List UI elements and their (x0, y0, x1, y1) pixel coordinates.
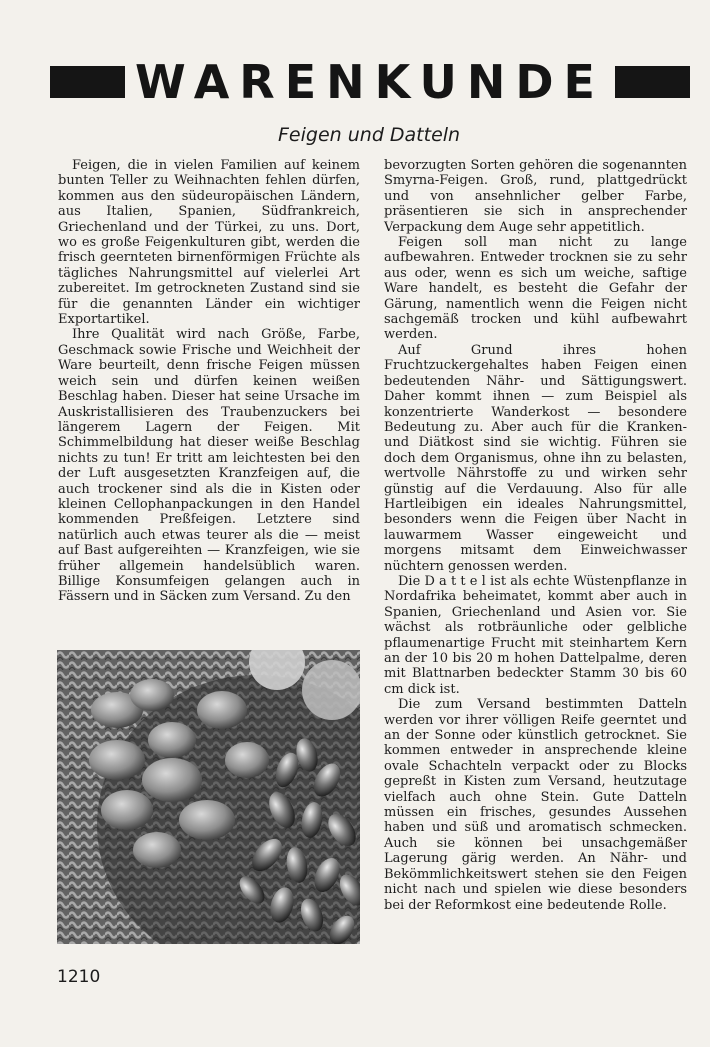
paragraph: Ihre Qualität wird nach Größe, Farbe, Geschmack sowie Frische und Weichheit der Ware beurteilt, denn frische Feigen müssen weich sein und dürfen keinen weißen Beschlag haben. Dieser hat seine Ursache im Auskristallisieren des Traubenzuckers bei längerem Lagern der Feigen. Mit Schimmelbildung hat dieser weiße Beschlag nichts zu tun! Er tritt am leichtesten bei den der Luft ausgesetzten Kranzfeigen auf, die auch trockener sind als die in Kisten oder kleinen Cellophanpackungen in den Handel kommenden Preßfeigen. Letztere sind natürlich auch etwas teurer als die — meist auf Bast aufgereihten — Kranzfeigen, wie sie früher allgemein handelsüblich waren. Billige Konsumfeigen gelangen auch in Fässern und in Säcken zum Versand. Zu den (58, 327, 360, 605)
paragraph: Die zum Versand bestimmten Datteln werden vor ihrer völligen Reife geerntet und an der Sonne oder künstlich getrocknet. Sie kommen entweder in ansprechende kleine ovale Schachteln verpackt oder zu Blocks gepreßt in Kisten zum Versand, heutzutage vielfach auch ohne Stein. Gute Datteln müssen ein frisches, gesundes Aussehen haben und süß und aromatisch schmecken. Auch sie können bei unsachgemäßer Lagerung gärig werden. An Nähr- und Bekömmlichkeitswert stehen sie den Feigen nicht nach und spielen wie diese besonders bei der Reformkost eine bedeutende Rolle. (384, 697, 687, 913)
right-column (384, 158, 687, 913)
paragraph: Auf Grund ihres hohen Fruchtzuckergehaltes haben Feigen einen bedeutenden Nähr- und Sättigungswert. Daher kommt ihnen — zum Beispiel als konzentrierte Wanderkost — besondere Bedeutung zu. Aber auch für die Kranken- und Diätkost sind sie wichtig. Führen sie doch dem Organismus, ohne ihn zu belasten, wertvolle Nährstoffe zu und wirken sehr günstig auf die Verdauung. Also für alle Hartleibigen ein ideales Nahrungsmittel, besonders wenn die Feigen über Nacht in lauwarmem Wasser eingeweicht und morgens mitsamt dem Einweichwasser nüchtern genossen werden. (384, 342, 687, 574)
figs-dates-basket-photo (57, 650, 360, 944)
masthead (50, 55, 690, 109)
masthead-title: WARENKUNDE (125, 58, 615, 106)
paragraph: Die D a t t e l ist als echte Wüstenpflanze in Nordafrika beheimatet, kommt aber auch in Spanien, Griechenland und Asien vor. Sie wächst als rotbräunliche oder gelbliche pflaumenartige Frucht mit steinhartem Kern an der 10 bis 20 m hohen Dattelpalme, deren mit Blattnarben bedeckter Stamm 30 bis 60 cm dick ist. (384, 573, 687, 697)
left-column (58, 158, 360, 605)
masthead-title-wrap (50, 55, 690, 109)
article-title: Feigen und Datteln (278, 124, 461, 146)
paragraph: Feigen soll man nicht zu lange aufbewahren. Entweder trocknen sie zu sehr aus oder, wenn es sich um weiche, saftige Ware handelt, es besteht die Gefahr der Gärung, namentlich wenn die Feigen nicht sachgemäß trocken und kühl aufbewahrt werden. (384, 235, 687, 343)
paragraph: Feigen, die in vielen Familien auf keinem bunten Teller zu Weihnachten fehlen dürfen, kommen aus den südeuropäischen Ländern, aus Italien, Spanien, Südfrankreich, Griechenland und der Türkei, zu uns. Dort, wo es große Feigenkulturen gibt, werden die frisch geernteten birnenförmigen Früchte als tägliches Nahrungsmittel auf vielerlei Art zubereitet. Im getrockneten Zustand sind sie für die genannten Länder ein wichtiger Exportartikel. (58, 158, 360, 328)
page-number: 1210 (57, 967, 101, 987)
paragraph: bevorzugten Sorten gehören die sogenannten Smyrna-Feigen. Groß, rund, plattgedrückt und von ansehnlicher gelber Farbe, präsentieren sie sich in ansprechender Verpackung dem Auge sehr appetitlich. (384, 158, 687, 235)
